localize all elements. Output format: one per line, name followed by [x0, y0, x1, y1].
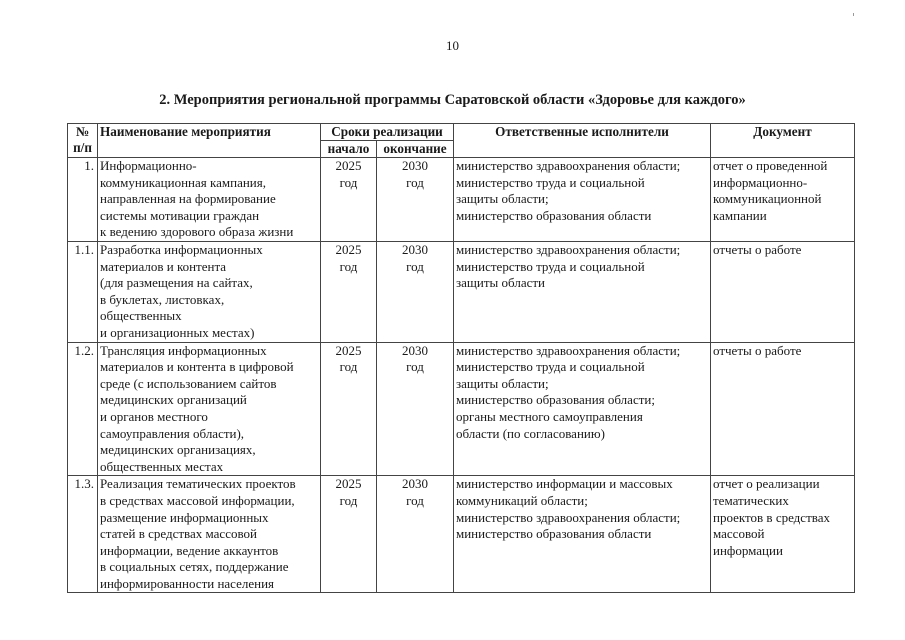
document-cell — [711, 342, 855, 476]
activity-name — [98, 158, 321, 242]
text-line: информации — [713, 542, 783, 558]
text-line: органы местного самоуправления — [456, 408, 643, 424]
row-number: 1. — [68, 158, 98, 242]
end-year: 2030 — [402, 476, 428, 492]
end-year: 2030 — [402, 242, 428, 257]
end-unit: год — [406, 492, 424, 508]
text-line: коммуникационная кампания, — [100, 174, 266, 190]
text-line: информированности населения — [100, 575, 275, 591]
text-line: коммуникационной — [713, 191, 822, 207]
executors-cell — [454, 242, 711, 343]
text-line: отчет о проведенной — [713, 158, 828, 173]
end-unit: год — [406, 258, 424, 274]
table-row — [68, 476, 855, 593]
table-row — [68, 242, 855, 343]
start-year: 2025 — [335, 242, 362, 257]
text-line: министерство труда и социальной — [456, 258, 645, 274]
text-line: (для размещения на сайтах, — [100, 275, 253, 291]
start-unit: год — [339, 174, 358, 190]
header-executors: Ответственные исполнители — [454, 124, 711, 158]
start-cell — [321, 158, 377, 242]
text-line: тематических — [713, 492, 789, 508]
activity-name — [98, 476, 321, 593]
text-line: общественных — [100, 308, 182, 324]
executors-cell — [454, 342, 711, 476]
start-year: 2025 — [335, 476, 362, 492]
text-line: в средствах массовой информации, — [100, 492, 295, 508]
end-unit: год — [406, 359, 424, 375]
end-cell — [377, 342, 454, 476]
start-cell — [321, 342, 377, 476]
table-row — [68, 342, 855, 476]
executors-cell — [454, 158, 711, 242]
text-line: защиты области — [456, 275, 545, 291]
row-number: 1.3. — [68, 476, 98, 593]
text-line: защиты области; — [456, 375, 549, 391]
executors-cell — [454, 476, 711, 593]
end-cell — [377, 158, 454, 242]
text-line: защиты области; — [456, 191, 549, 207]
header-end: окончание — [377, 141, 454, 158]
activity-name — [98, 242, 321, 343]
text-line: министерство образования области; — [456, 392, 655, 408]
section-title: 2. Мероприятия региональной программы Саратовской области «Здоровье для каждого» — [159, 92, 746, 108]
row-number: 1.2. — [68, 342, 98, 476]
end-cell — [377, 242, 454, 343]
table-row — [68, 158, 855, 242]
text-line: к ведению здорового образа жизни — [100, 224, 294, 240]
text-line: и органов местного — [100, 408, 208, 424]
header-document: Документ — [711, 124, 855, 158]
text-line: в социальных сетях, поддержание — [100, 559, 289, 575]
text-line: направленная на формирование — [100, 191, 276, 207]
end-year: 2030 — [402, 158, 428, 173]
header-num-line2: п/п — [73, 140, 92, 155]
text-line: области (по согласованию) — [456, 425, 605, 441]
text-line: материалов и контента в цифровой — [100, 359, 294, 375]
text-line: Реализация тематических проектов — [100, 476, 296, 492]
header-period: Сроки реализации — [321, 124, 454, 141]
end-year: 2030 — [402, 342, 428, 358]
text-line: Трансляция информационных — [100, 342, 267, 358]
text-line: массовой — [713, 526, 765, 542]
activities-table — [67, 123, 855, 593]
text-line: медицинских организациях, — [100, 442, 256, 458]
text-line: информационно- — [713, 174, 808, 190]
header-num — [68, 124, 98, 158]
scan-speck — [853, 13, 854, 16]
text-line: информации, ведение аккаунтов — [100, 542, 279, 558]
start-year: 2025 — [335, 342, 362, 358]
header-start: начало — [321, 141, 377, 158]
text-line: коммуникаций области; — [456, 492, 588, 508]
text-line: министерство здравоохранения области; — [456, 242, 681, 257]
text-line: размещение информационных — [100, 509, 269, 525]
text-line: министерство труда и социальной — [456, 174, 645, 190]
text-line: министерство труда и социальной — [456, 359, 645, 375]
text-line: отчеты о работе — [713, 342, 802, 358]
document-cell — [711, 476, 855, 593]
text-line: министерство образования области — [456, 526, 652, 542]
text-line: среде (с использованием сайтов — [100, 375, 277, 391]
start-unit: год — [339, 359, 358, 375]
document-cell — [711, 158, 855, 242]
activity-name — [98, 342, 321, 476]
text-line: проектов в средствах — [713, 509, 830, 525]
text-line: Информационно- — [100, 158, 197, 173]
text-line: статей в средствах массовой — [100, 526, 257, 542]
start-cell — [321, 242, 377, 343]
text-line: отчеты о работе — [713, 242, 802, 257]
text-line: самоуправления области), — [100, 425, 245, 441]
text-line: системы мотивации граждан — [100, 207, 260, 223]
text-line: материалов и контента — [100, 258, 227, 274]
text-line: министерство здравоохранения области; — [456, 509, 681, 525]
text-line: в буклетах, листовках, — [100, 291, 225, 307]
header-num-line1: № — [75, 124, 90, 139]
text-line: и организационных местах) — [100, 324, 255, 340]
text-line: кампании — [713, 207, 767, 223]
end-cell — [377, 476, 454, 593]
start-unit: год — [339, 492, 358, 508]
text-line: министерство здравоохранения области; — [456, 342, 681, 358]
document-cell — [711, 242, 855, 343]
text-line: медицинских организаций — [100, 392, 247, 408]
end-unit: год — [406, 174, 424, 190]
page-number: 10 — [446, 38, 459, 53]
text-line: министерство здравоохранения области; — [456, 158, 681, 173]
start-cell — [321, 476, 377, 593]
text-line: министерство информации и массовых — [456, 476, 673, 492]
text-line: общественных местах — [100, 458, 224, 474]
header-row-1 — [68, 124, 855, 141]
start-year: 2025 — [335, 158, 362, 173]
header-name: Наименование мероприятия — [98, 124, 321, 158]
text-line: министерство образования области — [456, 207, 652, 223]
row-number: 1.1. — [68, 242, 98, 343]
text-line: отчет о реализации — [713, 476, 820, 492]
text-line: Разработка информационных — [100, 242, 263, 257]
start-unit: год — [339, 258, 358, 274]
